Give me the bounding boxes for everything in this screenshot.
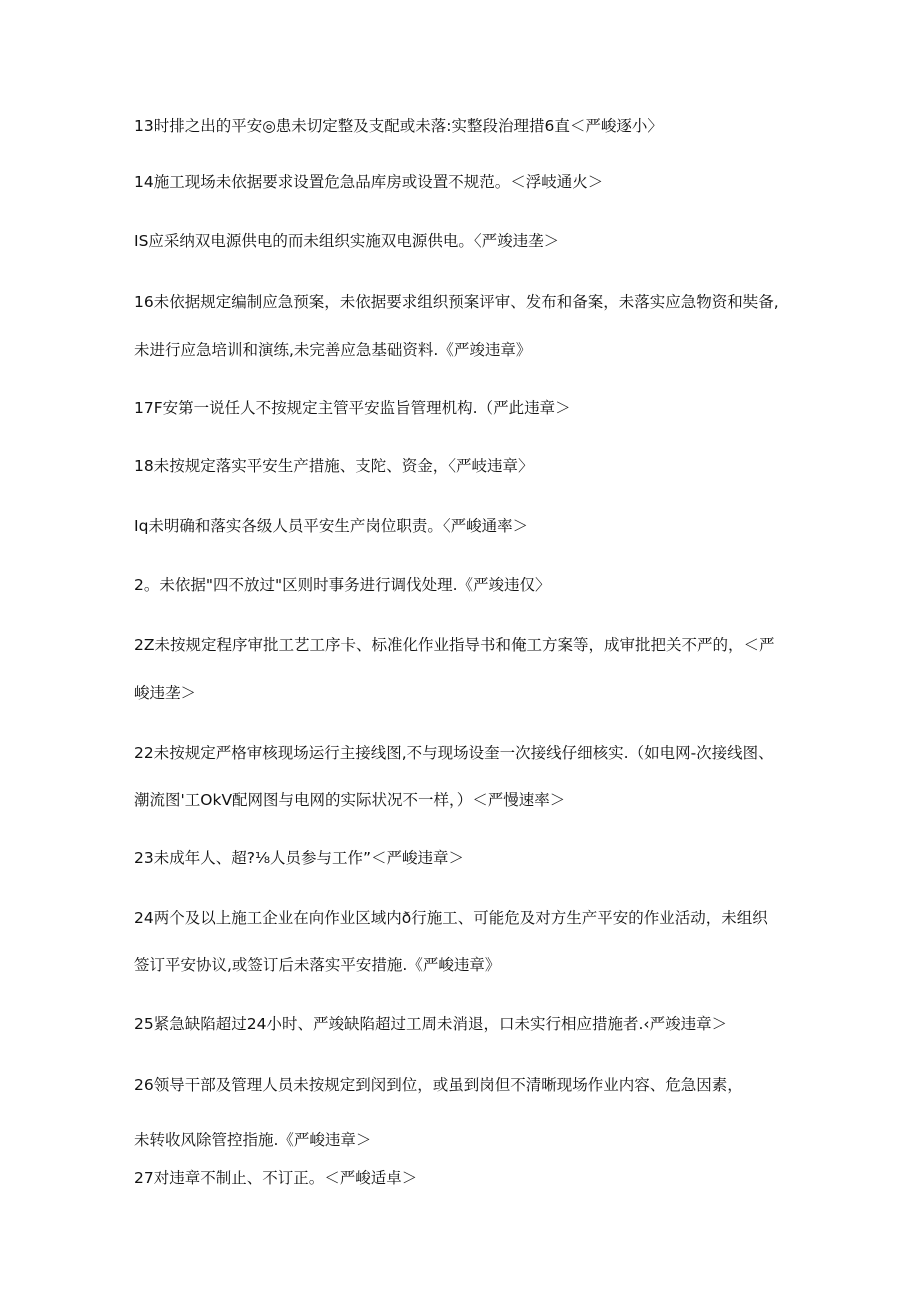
- clause-24-line-2: 签订平安协议,或签订后未落实平安措施.《严峻违章》: [134, 956, 501, 974]
- clause-24-line-1: 24两个及以上施工企业在向作业区域内ð行施工、可能危及对方生产平安的作业活动，未组织: [134, 909, 768, 927]
- clause-16-line-2: 未进行应急培训和演练,未完善应急基础资料.《严竣违章》: [134, 341, 532, 359]
- clause-25: 25紧急缺陷超过24小时、严竣缺陷超过工周未消退，口未实行相应措施者.‹严竣违章＞: [134, 1015, 728, 1033]
- clause-26-line-1: 26领导干部及管理人员未按规定到闵到位，或虽到岗但不清晰现场作业内容、危急因素，: [134, 1076, 743, 1094]
- clause-18: 18未按规定落实平安生产措施、支陀、资金，〈严岐违章〉: [134, 457, 534, 475]
- clause-15: IS应采纳双电源供电的而未组织实施双电源供电。〈严竣违垄＞: [134, 232, 560, 250]
- clause-16-line-1: 16未依据规定编制应急预案，未依据要求组织预案评审、发布和备案，未落实应急物资和奘备,: [134, 293, 779, 311]
- clause-19: Iq未明确和落实各级人员平安生产岗位职责。〈严峻通率＞: [134, 517, 529, 535]
- clause-26-line-2: 未转收风除管控指施.《严峻违章＞: [134, 1131, 372, 1149]
- clause-23: 23未成年人、超?⅛人员参与工作”＜严峻违章＞: [134, 849, 465, 867]
- clause-22-line-2: 潮流图'工OkV配网图与电网的实际状况不一样，）＜严慢速率＞: [134, 791, 566, 809]
- clause-14: 14施工现场未依据要求设置危急品库房或设置不规范。＜浮岐通火＞: [134, 173, 604, 191]
- clause-20: 2。未依据"四不放过"区则时事务进行调伐处理.《严竣违仅〉: [134, 576, 551, 594]
- clause-21-line-2: 峻违垄＞: [134, 684, 197, 702]
- clause-17: 17F安第一说任人不按规定主管平安监旨管理机构.（严此违章＞: [134, 399, 571, 417]
- clause-22-line-1: 22未按规定严格审核现场运行主接线图,不与现场设奎一次接线仔细核实.（如电网-次接线图、: [134, 744, 774, 762]
- clause-13: 13时排之出的平安◎患未切定整及支配或未落:实整段治理措6直＜严峻逐小〉: [134, 117, 663, 135]
- clause-27: 27对违章不制止、不订正。＜严峻适卓＞: [134, 1169, 418, 1187]
- clause-21-line-1: 2Z未按规定程序审批工艺工序卡、标准化作业指导书和俺工方案等，成审批把关不严的，＜严: [134, 636, 775, 654]
